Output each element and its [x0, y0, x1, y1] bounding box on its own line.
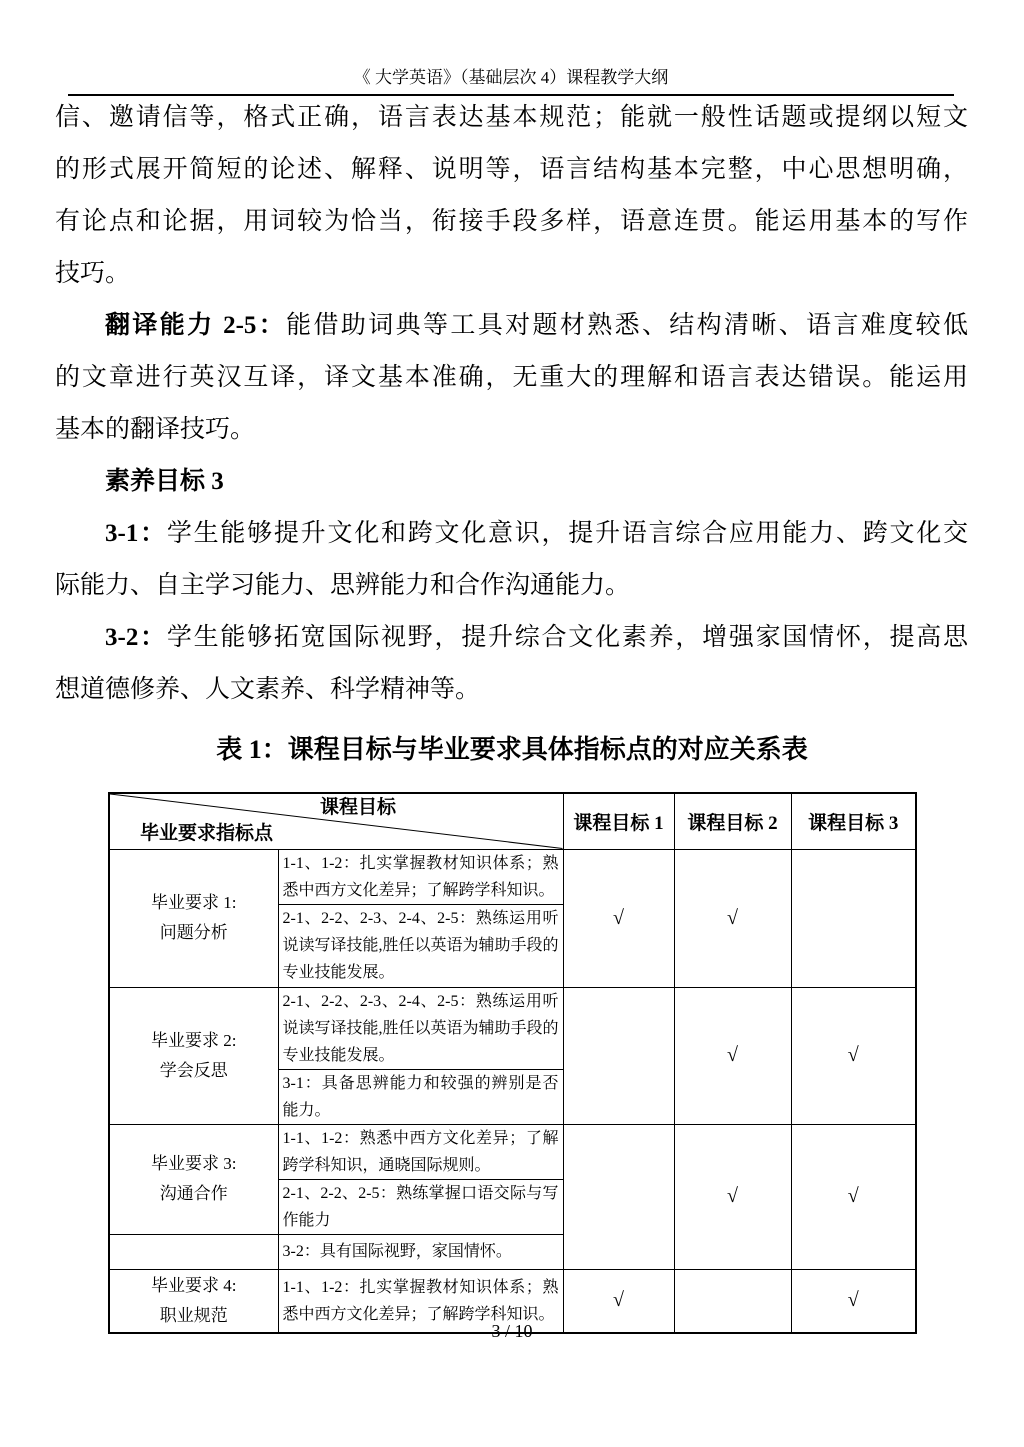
checkmark-cell: √ [791, 1269, 916, 1333]
body-text-line: 的形式展开简短的论述、解释、说明等，语言结构基本完整，中心思想明确， [55, 156, 968, 183]
indicator-cell: 3-2：具有国际视野，家国情怀。 [278, 1234, 563, 1269]
table-row [109, 1124, 916, 1179]
running-head-title: 《 大学英语》（基础层次 4）课程教学大纲 [353, 68, 669, 87]
checkmark-cell: √ [791, 1124, 916, 1269]
table-corner-cell [109, 793, 563, 849]
section-heading [55, 456, 968, 508]
section-heading-text: 素养目标 3 [105, 468, 224, 495]
checkmark-cell [563, 987, 674, 1124]
group-label-requirement-2: 毕业要求 2: 学会反思 [109, 987, 278, 1124]
indicator-cell: 1-1、1-2：熟悉中西方文化差异；了解跨学科知识，通晓国际规则。 [278, 1124, 563, 1179]
corner-label-graduation-indicators: 毕业要求指标点 [140, 822, 274, 844]
indicator-cell: 1-1、1-2：扎实掌握教材知识体系；熟悉中西方文化差异；了解跨学科知识。 [278, 849, 563, 904]
indicator-cell: 1-1、1-2：扎实掌握教材知识体系；熟悉中西方文化差异；了解跨学科知识。 [278, 1269, 563, 1333]
indicator-cell: 3-1：具备思辨能力和较强的辨别是否能力。 [278, 1069, 563, 1124]
body-text-line: 际能力、自主学习能力、思辨能力和合作沟通能力。 [55, 572, 631, 599]
checkmark-cell: √ [674, 987, 791, 1124]
group-label-requirement-3: 毕业要求 3: 沟通合作 [109, 1124, 278, 1234]
indicator-cell: 2-1、2-2、2-3、2-4、2-5：熟练运用听说读写译技能,胜任以英语为辅助手段的专业技能发展。 [278, 904, 563, 987]
checkmark-cell: √ [674, 1124, 791, 1269]
checkmark-cell [791, 849, 916, 987]
page-number: 3 / 10 [491, 1321, 533, 1341]
group-label-requirement-4: 毕业要求 4: 职业规范 [109, 1269, 278, 1333]
group-label-requirement-1: 毕业要求 1: 问题分析 [109, 849, 278, 987]
column-header-goal-3: 课程目标 3 [791, 793, 916, 849]
body-text-line: 3-1：学生能够提升文化和跨文化意识，提升语言综合应用能力、跨文化交 [105, 520, 968, 547]
paragraph-lead: 翻译能力 2-5： [105, 312, 287, 339]
body-text-line: 基本的翻译技巧。 [55, 416, 256, 443]
mapping-table [108, 792, 917, 1334]
table-row [109, 849, 916, 904]
body-text-line: 想道德修养、人文素养、科学精神等。 [55, 676, 481, 703]
checkmark-cell: √ [791, 987, 916, 1124]
column-header-goal-2: 课程目标 2 [674, 793, 791, 849]
column-header-goal-1: 课程目标 1 [563, 793, 674, 849]
checkmark-cell: √ [563, 1269, 674, 1333]
paragraph-lead: 3-2： [105, 624, 167, 651]
paragraph-lead: 3-1： [105, 520, 167, 547]
body-text-line: 有论点和论据，用词较为恰当，衔接手段多样，语意连贯。能运用基本的写作 [55, 208, 968, 235]
table-row [109, 987, 916, 1069]
body-text-line: 翻译能力 2-5：能借助词典等工具对题材熟悉、结构清晰、语言难度较低 [105, 312, 968, 339]
empty-label-cell [109, 1234, 278, 1269]
body-text-line: 信、邀请信等，格式正确，语言表达基本规范；能就一般性话题或提纲以短文 [55, 104, 968, 131]
body-text [55, 92, 968, 716]
checkmark-cell [563, 1124, 674, 1269]
body-text-line: 技巧。 [55, 260, 131, 287]
corner-label-course-goals: 课程目标 [320, 797, 397, 818]
body-text-line: 3-2：学生能够拓宽国际视野，提升综合文化素养，增强家国情怀，提高思 [105, 624, 968, 651]
body-text-line: 的文章进行英汉互译，译文基本准确，无重大的理解和语言表达错误。能运用 [55, 364, 968, 391]
checkmark-cell: √ [563, 849, 674, 987]
indicator-cell: 2-1、2-2、2-3、2-4、2-5：熟练运用听说读写译技能,胜任以英语为辅助手段的专业技能发展。 [278, 987, 563, 1069]
indicator-cell: 2-1、2-2、2-5：熟练掌握口语交际与写作能力 [278, 1179, 563, 1234]
table-header-row [109, 793, 916, 849]
table-title: 表 1：课程目标与毕业要求具体指标点的对应关系表 [216, 735, 808, 764]
checkmark-cell: √ [674, 849, 791, 987]
